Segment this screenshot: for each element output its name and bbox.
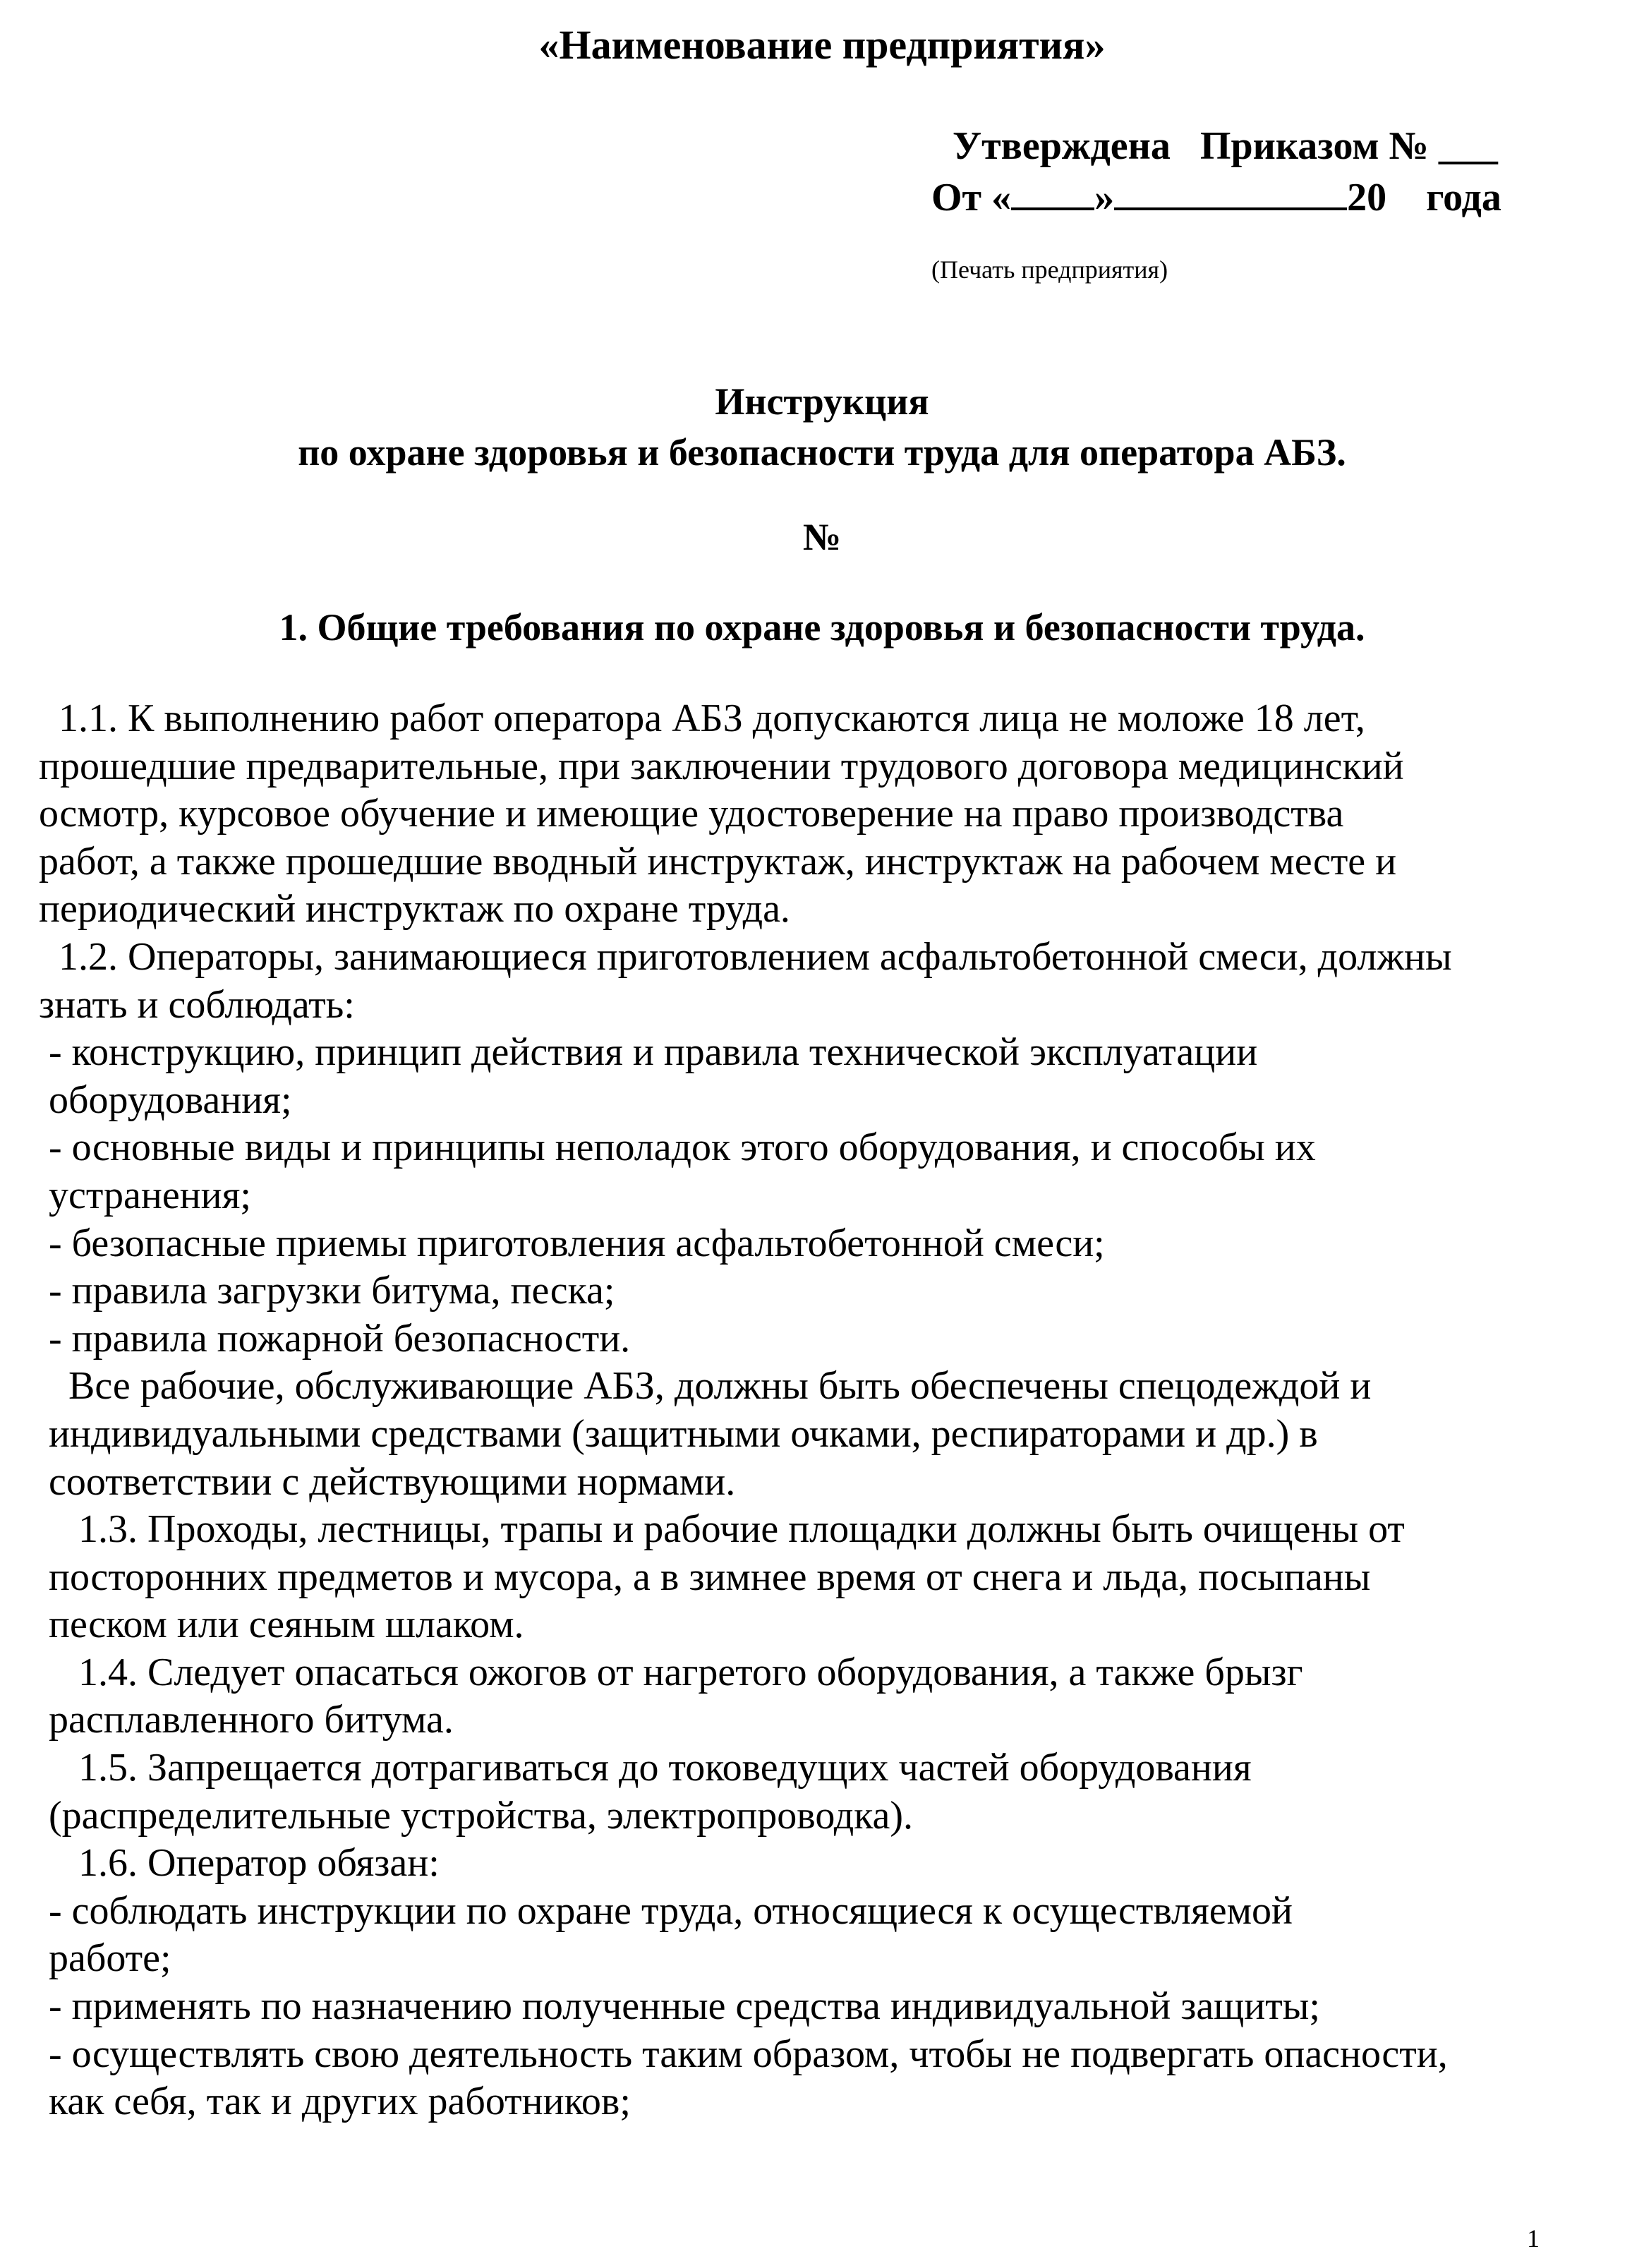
body-line: осмотр, курсовое обучение и имеющие удостоверение на право производства [39,792,1344,836]
document-subtitle: по охране здоровья и безопасности труда для оператора АБЗ. [298,431,1346,473]
body-line: - основные виды и принципы неполадок этого оборудования, и способы их [39,1126,1316,1170]
body-line: знать и соблюдать: [39,982,355,1027]
document-title: Инструкция [715,380,929,423]
body-line: как себя, так и других работников; [39,2080,631,2124]
day-blank [1011,171,1094,210]
body-line: устранения; [39,1173,251,1217]
approval-date-line [931,171,1609,222]
body-line: посторонних предметов и мусора, а в зимнее время от снега и льда, посыпаны [39,1555,1371,1599]
body-line: периодический инструктаж по охране труда. [39,887,790,931]
body-line: - правила загрузки битума, песка; [39,1269,615,1313]
company-name: «Наименование предприятия» [538,22,1106,68]
approval-block [931,121,1609,222]
body-line: - конструкцию, принцип действия и правила технической эксплуатации [39,1030,1258,1075]
body-line: - правила пожарной безопасности. [39,1316,631,1361]
body-line: расплавленного битума. [39,1698,454,1742]
body-line: - соблюдать инструкции по охране труда, относящиеся к осуществляемой [39,1888,1293,1933]
document-number: № [802,516,842,558]
body-line: 1.1. К выполнению работ оператора АБЗ допускаются лица не моложе 18 лет, [39,696,1365,740]
body-line: 1.3. Проходы, лестницы, трапы и рабочие площадки должны быть очищены от [39,1507,1405,1552]
body-line: песком или сеяным шлаком. [39,1603,524,1647]
month-blank [1114,171,1347,210]
approval-order-line: Утверждена Приказом № ___ [953,124,1498,168]
body-line: прошедшие предварительные, при заключении трудового договора медицинский [39,744,1404,788]
seal-placeholder: (Печать предприятия) [931,255,1168,284]
body-text [39,695,1612,2126]
section-heading: 1. Общие требования по охране здоровья и безопасности труда. [279,606,1365,649]
body-line: 1.6. Оператор обязан: [39,1841,440,1886]
body-line: оборудования; [39,1078,292,1122]
body-line: - осуществлять свою деятельность таким образом, чтобы не подвергать опасности, [39,2032,1448,2076]
date-suffix: 20 года [1347,176,1501,219]
body-line: 1.4. Следует опасаться ожогов от нагретого оборудования, а также брызг [39,1650,1303,1694]
body-line: - применять по назначению полученные средства индивидуальной защиты; [39,1984,1320,2029]
body-line: работе; [39,1936,171,1981]
body-line: 1.5. Запрещается дотрагиваться до токоведущих частей оборудования [39,1746,1252,1790]
body-line: - безопасные приемы приготовления асфальтобетонной смеси; [39,1221,1105,1265]
date-mid: » [1094,176,1115,219]
body-line: работ, а также прошедшие вводный инструктаж, инструктаж на рабочем месте и [39,839,1397,883]
body-line: 1.2. Операторы, занимающиеся приготовлением асфальтобетонной смеси, должны [39,934,1452,979]
body-line: Все рабочие, обслуживающие АБЗ, должны быть обеспечены спецодеждой и [39,1364,1372,1409]
date-prefix: От « [931,176,1012,219]
body-line: соответствии с действующими нормами. [39,1459,736,1504]
page-number: 1 [1527,2224,1540,2252]
body-line: (распределительные устройства, электропроводка). [39,1793,914,1838]
body-line: индивидуальными средствами (защитными очками, респираторами и др.) в [39,1411,1318,1456]
